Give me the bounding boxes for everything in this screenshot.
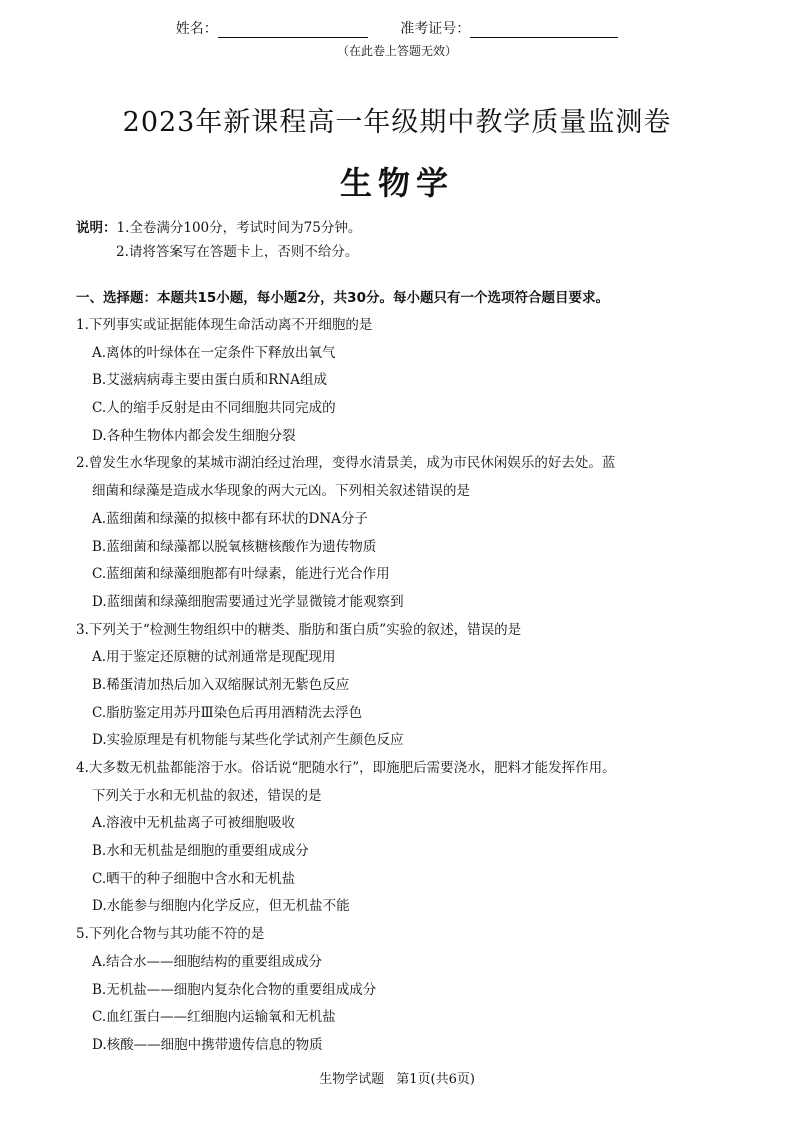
answer-option: C.脂肪鉴定用苏丹Ⅲ染色后再用酒精洗去浮色 — [92, 704, 363, 721]
answer-option: C.血红蛋白——红细胞内运输氧和无机盐 — [92, 1009, 336, 1026]
question-4 — [76, 755, 736, 921]
answer-option: A.用于鉴定还原糖的试剂通常是现配现用 — [92, 649, 336, 666]
name-blank-line — [218, 21, 368, 38]
answer-option: B.稀蛋清加热后加入双缩脲试剂无紫色反应 — [92, 676, 350, 693]
name-label: 姓名： — [175, 21, 218, 37]
answer-option: D.水能参与细胞内化学反应，但无机盐不能 — [92, 898, 350, 915]
question-list — [76, 312, 736, 1060]
page-footer — [0, 1068, 794, 1087]
answer-option: B.水和无机盐是细胞的重要组成成分 — [92, 843, 309, 860]
answer-option: D.实验原理是有机物能与某些化学试剂产生颜色反应 — [92, 732, 404, 749]
question-2 — [76, 450, 736, 616]
instructions-label: 说明： — [76, 220, 117, 236]
answer-option: D.蓝细菌和绿藻细胞需要通过光学显微镜才能观察到 — [92, 593, 404, 610]
instructions — [76, 216, 361, 264]
answer-option: C.蓝细菌和绿藻细胞都有叶绿素，能进行光合作用 — [92, 566, 390, 583]
exam-title: 2023年新课程高一年级期中教学质量监测卷 — [122, 107, 672, 138]
question-5 — [76, 921, 736, 1059]
section-heading: 一、选择题：本题共15小题，每小题2分，共30分。每小题只有一个选项符合题目要求。 — [76, 290, 609, 306]
question-1 — [76, 312, 736, 450]
question-stem: 3.下列关于“检测生物组织中的糖类、脂肪和蛋白质”实验的叙述，错误的是 — [76, 621, 522, 638]
question-stem: 5.下列化合物与其功能不符的是 — [76, 926, 265, 943]
instruction-item: 1.全卷满分100分，考试时间为75分钟。 — [116, 220, 362, 236]
answer-option: B.艾滋病病毒主要由蛋白质和RNA组成 — [92, 372, 327, 389]
answer-option: A.离体的叶绿体在一定条件下释放出氧气 — [92, 344, 336, 361]
answer-option: A.结合水——细胞结构的重要组成成分 — [92, 953, 323, 970]
question-stem: 4.大多数无机盐都能溶于水。俗话说“肥随水行”，即施肥后需要浇水，肥料才能发挥作用。 — [76, 760, 616, 776]
subject-title: 生物学 — [339, 164, 454, 202]
question-stem: 细菌和绿藻是造成水华现象的两大元凶。下列相关叙述错误的是 — [92, 483, 470, 500]
exam-id-field — [400, 18, 618, 38]
question-stem: 2.曾发生水华现象的某城市湖泊经过治理，变得水清景美，成为市民休闲娱乐的好去处。蓝 — [76, 455, 616, 472]
answer-option: D.核酸——细胞中携带遗传信息的物质 — [92, 1036, 323, 1053]
exam-id-label: 准考证号： — [400, 21, 471, 37]
footer-subject: 生物学试题 — [319, 1072, 385, 1087]
answer-option: C.晒干的种子细胞中含水和无机盐 — [92, 870, 296, 887]
answer-option: A.蓝细菌和绿藻的拟核中都有环状的DNA分子 — [92, 510, 368, 527]
question-stem: 下列关于水和无机盐的叙述，错误的是 — [92, 787, 322, 804]
answer-option: D.各种生物体内都会发生细胞分裂 — [92, 427, 296, 444]
answer-option: B.无机盐——细胞内复杂化合物的重要组成成分 — [92, 981, 377, 998]
name-field — [176, 18, 368, 38]
instruction-line-1 — [76, 216, 361, 240]
question-3 — [76, 617, 736, 755]
instruction-item: 2.请将答案写在答题卡上，否则不给分。 — [116, 244, 359, 260]
candidate-info-row — [0, 18, 794, 38]
answer-option: A.溶液中无机盐离子可被细胞吸收 — [92, 815, 296, 832]
footer-page-number: 第1页(共6页) — [396, 1072, 475, 1087]
answer-option: B.蓝细菌和绿藻都以脱氧核糖核酸作为遗传物质 — [92, 538, 377, 555]
answer-option: C.人的缩手反射是由不同细胞共同完成的 — [92, 400, 336, 417]
exam-id-blank-line — [470, 21, 618, 38]
header-note: （在此卷上答题无效） — [336, 44, 457, 58]
question-stem: 1.下列事实或证据能体现生命活动离不开细胞的是 — [76, 317, 373, 333]
